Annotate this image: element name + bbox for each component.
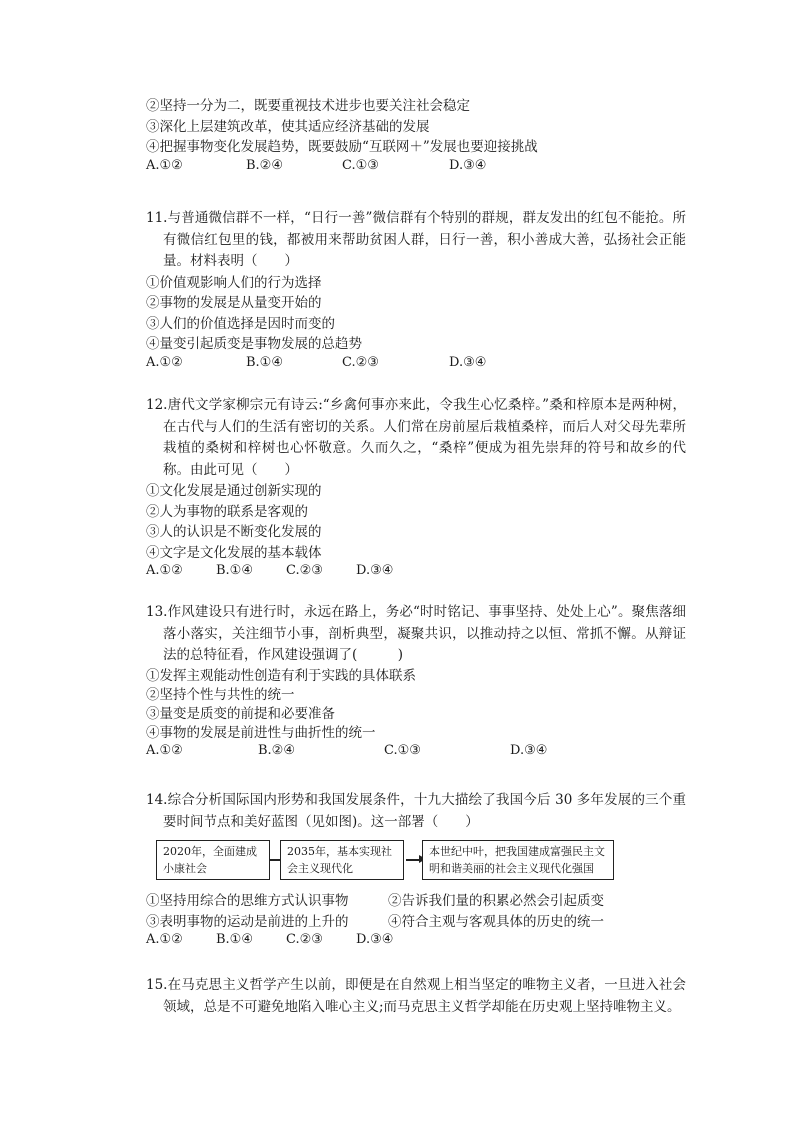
answer-choices	[146, 158, 686, 179]
choice-a[interactable]: A.①②	[146, 742, 183, 758]
choice-a[interactable]: A.①②	[146, 354, 183, 370]
statement: ④量变引起质变是事物发展的总趋势	[146, 336, 362, 352]
choice-b[interactable]: B.①④	[216, 563, 253, 578]
statement: ④符合主观与客观具体的历史的统一	[388, 913, 604, 930]
statement: ②人为事物的联系是客观的	[146, 503, 308, 520]
choice-c[interactable]: C.①③	[342, 157, 379, 173]
question-stem: 12.唐代文学家柳宗元有诗云:“乡禽何事亦来此，令我生心忆桑梓。”桑和梓原本是两种树，在古代与人们的生活有密切的关系。人们常在房前屋后栽植桑梓，而后人对父母先辈所栽植的桑树和梓树也心怀敬意。久而久之，“桑梓”便成为祖先崇拜的符号和故乡的代称。由此可见（ ）	[146, 397, 686, 478]
question-14	[146, 790, 686, 833]
choice-c[interactable]: C.①③	[384, 742, 421, 758]
answer-choices	[146, 743, 686, 764]
choice-a[interactable]: A.①②	[146, 157, 183, 173]
statement: ④事物的发展是前进性与曲折性的统一	[146, 724, 376, 741]
choice-c[interactable]: C.②③	[286, 932, 323, 947]
statement: ②事物的发展是从量变开始的	[146, 295, 322, 311]
choice-a[interactable]: A.①②	[146, 563, 183, 578]
question-stem: 14.综合分析国际国内形势和我国发展条件，十九大描绘了我国今后 30 多年发展的三个重要时间节点和美好蓝图（见如图)。这一部署（ ）	[146, 792, 686, 830]
question-stem: 13.作风建设只有进行时，永远在路上，务必“时时铭记、事事坚持、处处上心”。聚焦落细落小落实，关注细节小事，剖析典型，凝聚共识，以推动持之以恒、常抓不懈。从辩证法的总特征看，作风建设强调了( )	[146, 604, 686, 663]
question-13	[146, 602, 686, 764]
statement: ③量变是质变的前提和必要准备	[146, 705, 335, 722]
question-11	[146, 208, 686, 376]
choice-c[interactable]: C.②③	[286, 563, 323, 578]
choice-d[interactable]: D.③④	[449, 354, 487, 370]
question-10-continuation	[146, 96, 686, 179]
statement: ①坚持用综合的思维方式认识事物	[146, 893, 349, 909]
timeline-box-mid-century: 本世纪中叶，把我国建成富强民主文明和谐美丽的社会主义现代化强国	[422, 840, 614, 880]
question-stem: 15.在马克思主义哲学产生以前，即便是在自然观上相当坚定的唯物主义者，一旦进入社会领域，总是不可避免地陷入唯心主义;而马克思主义哲学却能在历史观上坚持唯物主义。	[146, 977, 686, 1015]
choice-d[interactable]: D.③④	[356, 563, 394, 578]
timeline-box-2020: 2020年，全面建成小康社会	[156, 840, 270, 880]
choice-c[interactable]: C.②③	[342, 354, 379, 370]
choice-b[interactable]: B.②④	[258, 742, 295, 758]
statement: ④文字是文化发展的基本载体	[146, 544, 322, 561]
timeline-box-2035: 2035年，基本实现社会主义现代化	[280, 840, 404, 880]
question-14-options	[146, 891, 686, 953]
question-stem: 11.与普通微信群不一样，“日行一善”微信群有个特别的群规，群友发出的红包不能抢。所有微信红包里的钱，都被用来帮助贫困人群，日行一善，积小善成大善，弘扬社会正能量。材料表明（ ）	[146, 210, 686, 269]
answer-choices	[146, 355, 686, 376]
choice-b[interactable]: B.①④	[216, 932, 253, 947]
question-12	[146, 395, 686, 584]
statement: ③表明事物的运动是前进的上升的	[146, 913, 349, 930]
choice-d[interactable]: D.③④	[449, 157, 487, 173]
statement: ①发挥主观能动性创造有利于实践的具体联系	[146, 667, 416, 684]
choice-a[interactable]: A.①②	[146, 932, 183, 947]
statement: ②坚持个性与共性的统一	[146, 686, 295, 703]
choice-d[interactable]: D.③④	[510, 742, 548, 758]
statement: ②坚持一分为二，既要重视技术进步也要关注社会稳定	[146, 98, 470, 114]
question-15	[146, 975, 686, 1018]
choice-b[interactable]: B.②④	[246, 157, 283, 173]
statement: ②告诉我们量的积累必然会引起质变	[388, 893, 604, 909]
statement: ③深化上层建筑改革，使其适应经济基础的发展	[146, 118, 430, 135]
choice-b[interactable]: B.①④	[246, 354, 283, 370]
statement: ①文化发展是通过创新实现的	[146, 483, 322, 499]
choice-d[interactable]: D.③④	[356, 932, 394, 947]
statement: ③人的认识是不断变化发展的	[146, 524, 322, 540]
answer-choices	[146, 932, 686, 953]
statement: ④把握事物变化发展趋势，既要鼓励“互联网＋”发展也要迎接挑战	[146, 139, 538, 155]
statement: ③人们的价值选择是因时而变的	[146, 315, 335, 332]
statement: ①价值观影响人们的行为选择	[146, 274, 322, 291]
answer-choices	[146, 563, 686, 584]
